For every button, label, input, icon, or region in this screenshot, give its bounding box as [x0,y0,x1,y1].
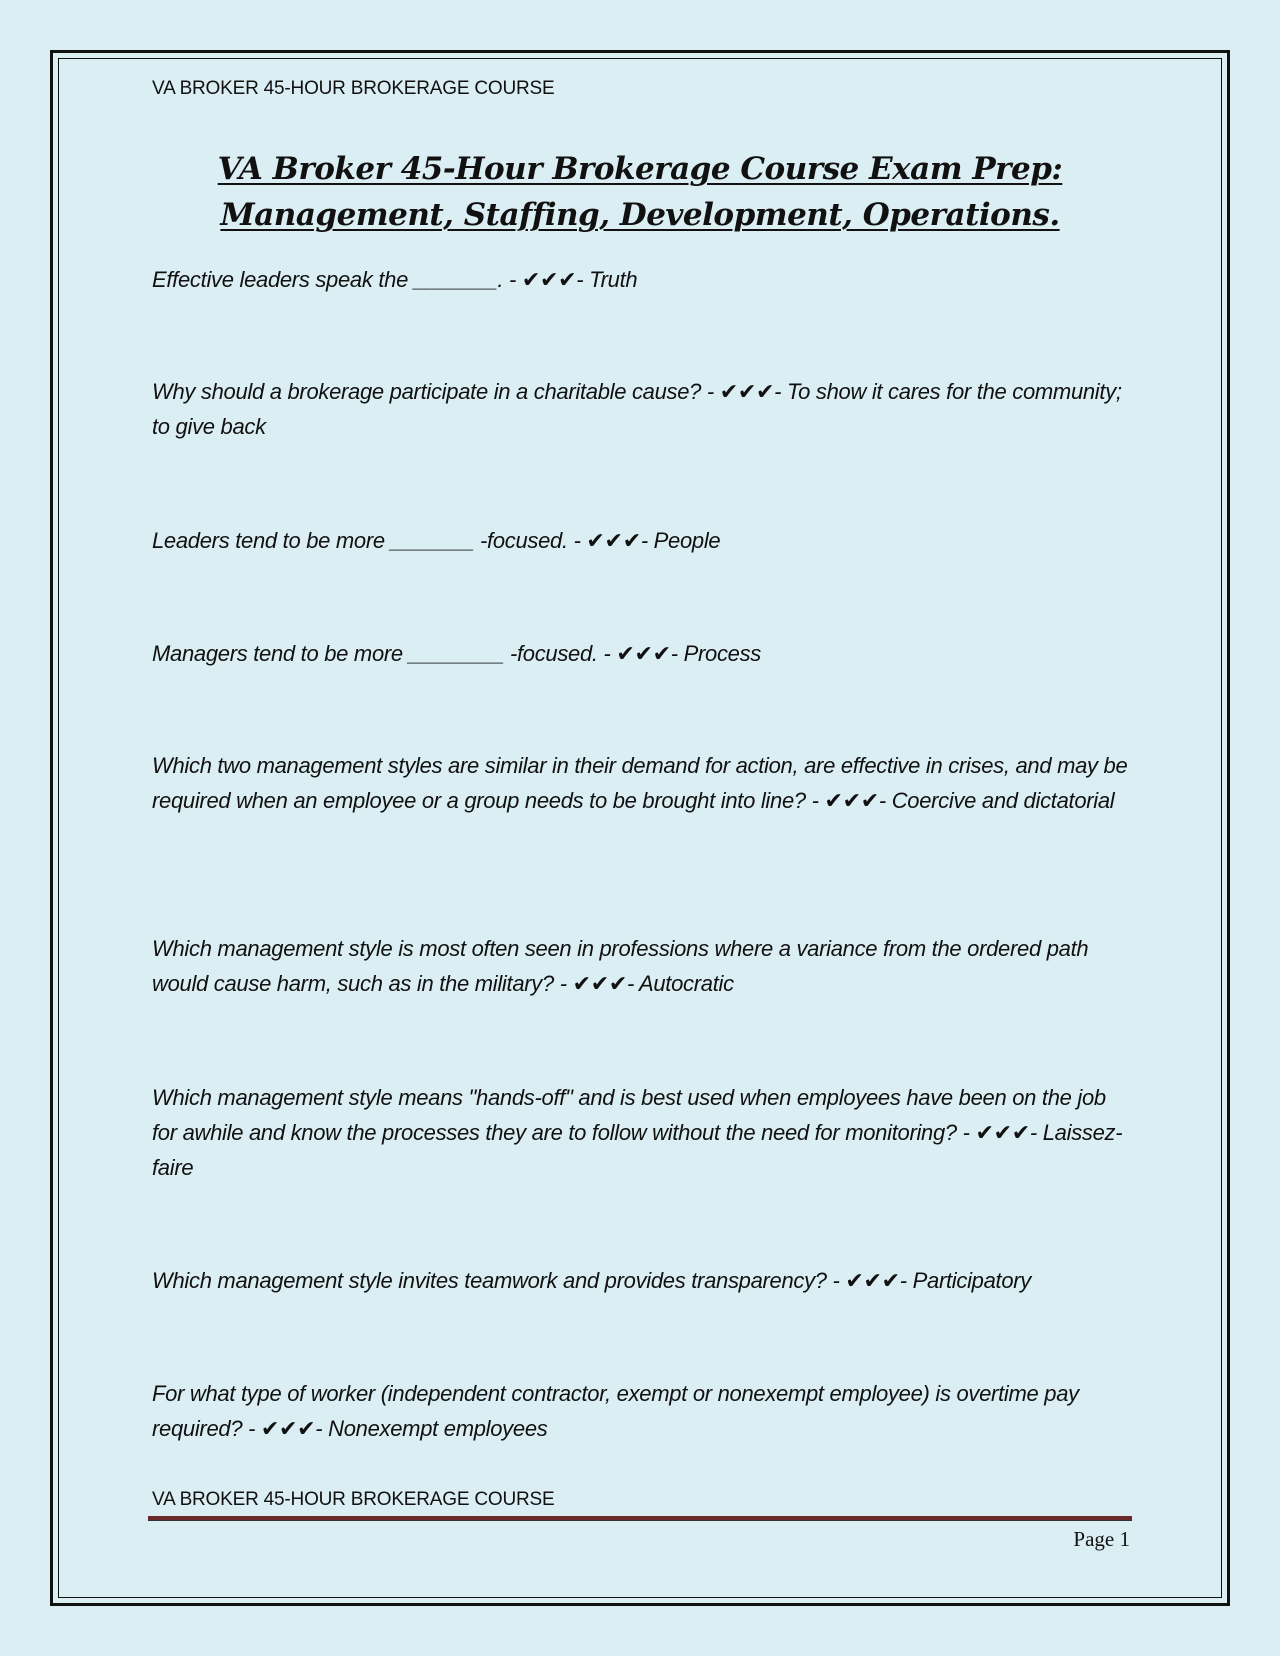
qa-item: Which management style is most often seen in professions where a variance from the ordered path would cause harm, such as in the military? - ✔✔✔- Autocratic [152,936,1089,996]
page-number: Page 1 [1073,1527,1130,1551]
qa-item: Which two management styles are similar in their demand for action, are effective in crises, and may be required when an employee or a group needs to be brought into line? - ✔✔✔- Coercive and dictatorial [152,753,1128,813]
running-header: VA BROKER 45-HOUR BROKERAGE COURSE [152,78,555,99]
qa-item: For what type of worker (independent contractor, exempt or nonexempt employee) is overtime pay required? - ✔✔✔- Nonexempt employees [152,1381,1079,1441]
footer-divider [148,1516,1132,1521]
qa-item: Effective leaders speak the _______. - ✔✔✔- Truth [152,267,638,292]
document-title: VA Broker 45-Hour Brokerage Course Exam Prep: Management, Staffing, Development, Operations. [217,151,1063,233]
qa-item: Which management style invites teamwork and provides transparency? - ✔✔✔- Participatory [152,1268,1032,1293]
qa-item: Why should a brokerage participate in a charitable cause? - ✔✔✔- To show it cares for the community; to give back [152,379,1122,439]
qa-item: Which management style means "hands-off" and is best used when employees have been on the job for awhile and know the processes they are to follow without the need for monitoring? - ✔✔✔- Laissez-faire [152,1085,1123,1180]
running-footer: VA BROKER 45-HOUR BROKERAGE COURSE [152,1489,555,1510]
qa-item: Managers tend to be more ________ -focused. - ✔✔✔- Process [152,641,761,666]
qa-item: Leaders tend to be more _______ -focused. - ✔✔✔- People [152,528,721,553]
